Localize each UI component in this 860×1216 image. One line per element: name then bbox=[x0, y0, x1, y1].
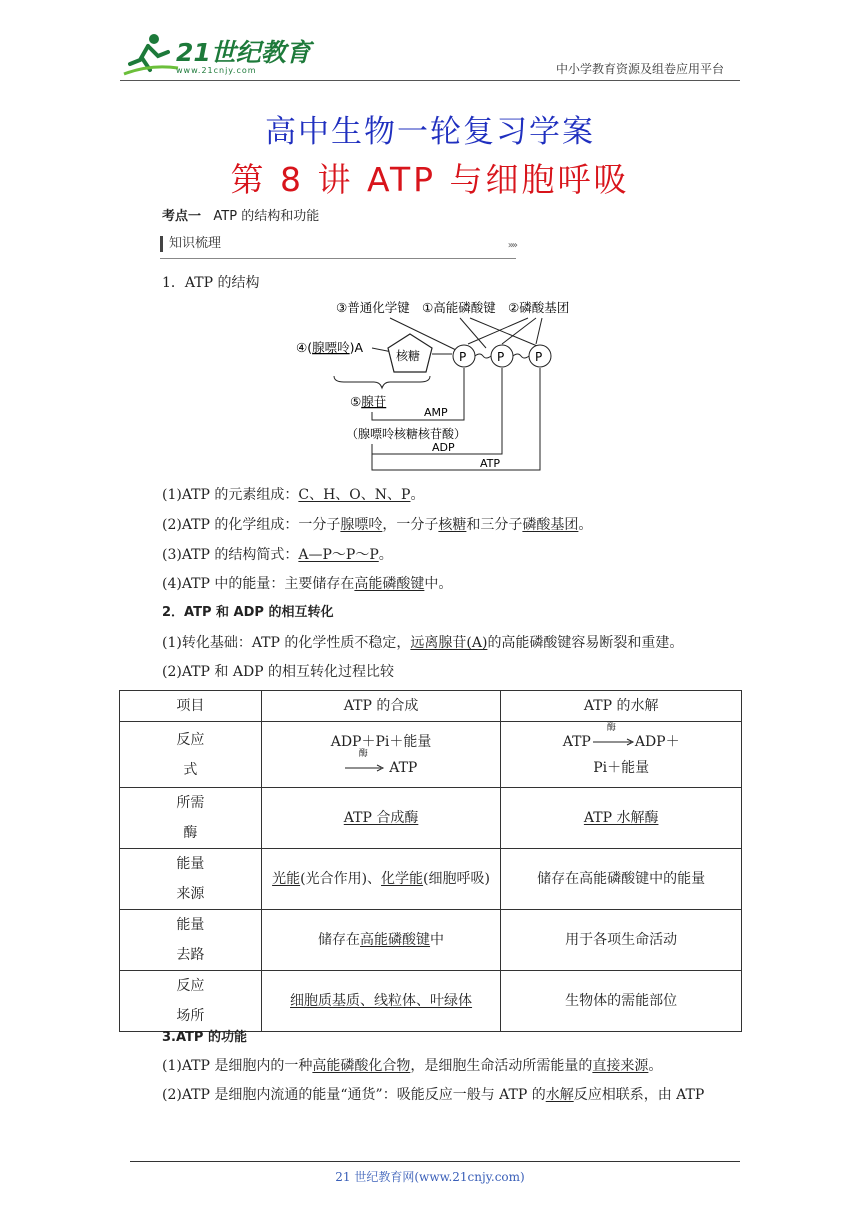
amp-note: （腺嘌呤核糖核苷酸） bbox=[346, 427, 467, 441]
header-item: 项目 bbox=[120, 691, 262, 722]
cell-synthesis-site: 细胞质基质、线粒体、叶绿体 bbox=[261, 971, 501, 1032]
item-function-1: (1)ATP 是细胞内的一种高能磷酸化合物，是细胞生命活动所需能量的直接来源。 bbox=[162, 1058, 663, 1074]
cell-synthesis-enzyme: ATP 合成酶 bbox=[261, 788, 501, 849]
footer-divider bbox=[130, 1161, 740, 1162]
heading-function: 3.ATP 的功能 bbox=[162, 1030, 247, 1045]
adenosine-brace bbox=[334, 376, 430, 388]
section-heading bbox=[162, 205, 319, 224]
table-row bbox=[120, 971, 742, 1032]
table-row bbox=[120, 849, 742, 910]
header-platform-name: 中小学教育资源及组卷应用平台 bbox=[555, 62, 724, 76]
label-ordinary-bond: ③普通化学键 bbox=[336, 300, 410, 315]
section-kaodian: 考点一 bbox=[162, 209, 202, 224]
cell-synthesis-energy-destination: 储存在高能磷酸键中 bbox=[261, 910, 501, 971]
phosphate-1-label: P bbox=[459, 350, 467, 364]
lesson-title: 第 8 讲 ATP 与细胞呼吸 bbox=[230, 160, 630, 199]
footer-link[interactable]: 21 世纪教育网(www.21cnjy.com) bbox=[335, 1170, 525, 1184]
knowledge-bar-label: 知识梳理 bbox=[160, 236, 221, 252]
enzyme-arrow-icon: 酶 bbox=[345, 761, 385, 775]
high-energy-bond-2 bbox=[513, 354, 529, 358]
cell-synthesis-reaction: ADP＋Pi＋能量 酶 ATP bbox=[261, 722, 501, 788]
row-label-enzyme: 所需 酶 bbox=[120, 788, 262, 849]
label-phosphate-group: ②磷酸基团 bbox=[508, 300, 570, 315]
comparison-table bbox=[119, 690, 742, 1032]
page-title: 高中生物一轮复习学案 bbox=[265, 114, 595, 150]
item-elements: (1)ATP 的元素组成：C、H、O、N、P。 bbox=[162, 487, 425, 503]
section-kaodian-title: ATP 的结构和功能 bbox=[213, 209, 320, 224]
cell-hydrolysis-reaction: ATP 酶 ADP＋ Pi＋能量 bbox=[501, 722, 742, 788]
phosphate-3-label: P bbox=[535, 350, 543, 364]
atp-structure-diagram bbox=[280, 296, 600, 476]
table-header-row bbox=[120, 691, 742, 722]
item-energy: (4)ATP 中的能量：主要储存在高能磷酸键中。 bbox=[162, 576, 453, 592]
item-function-2: (2)ATP 是细胞内流通的能量“通货”：吸能反应一般与 ATP 的水解反应相联系，由 ATP bbox=[162, 1087, 705, 1103]
heading-conversion: 2．ATP 和 ADP 的相互转化 bbox=[162, 605, 334, 620]
item-comparison-intro: (2)ATP 和 ADP 的相互转化过程比较 bbox=[162, 664, 395, 680]
row-label-energy-source: 能量 来源 bbox=[120, 849, 262, 910]
label-high-energy-bond: ①高能磷酸键 bbox=[422, 300, 496, 315]
adp-label: ADP bbox=[432, 441, 455, 454]
amp-label: AMP bbox=[424, 406, 448, 419]
header-hydrolysis: ATP 的水解 bbox=[501, 691, 742, 722]
cell-synthesis-energy-source: 光能(光合作用)、化学能(细胞呼吸) bbox=[261, 849, 501, 910]
phosphate-2-label: P bbox=[497, 350, 505, 364]
table-row bbox=[120, 722, 742, 788]
cell-hydrolysis-site: 生物体的需能部位 bbox=[501, 971, 742, 1032]
logo-url: www.21cnjy.com bbox=[176, 66, 257, 75]
table-row bbox=[120, 788, 742, 849]
item-formula: (3)ATP 的结构简式：A—P～P～P。 bbox=[162, 547, 393, 563]
diagram-heading: 1．ATP 的结构 bbox=[162, 275, 260, 291]
enzyme-arrow-icon: 酶 bbox=[591, 735, 635, 749]
row-label-reaction: 反应 式 bbox=[120, 722, 262, 788]
table-row bbox=[120, 910, 742, 971]
ribose-label: 核糖 bbox=[396, 349, 421, 363]
cell-hydrolysis-energy-source: 储存在高能磷酸键中的能量 bbox=[501, 849, 742, 910]
row-label-energy-destination: 能量 去路 bbox=[120, 910, 262, 971]
atp-label: ATP bbox=[480, 457, 501, 470]
header-divider bbox=[120, 80, 740, 81]
knowledge-bar bbox=[160, 236, 516, 259]
high-energy-bond-1 bbox=[475, 354, 491, 358]
logo-text: 21世纪教育 bbox=[176, 38, 311, 67]
label-adenosine: ⑤腺苷 bbox=[350, 394, 387, 409]
item-conversion-basis: (1)转化基础：ATP 的化学性质不稳定，远离腺苷(A)的高能磷酸键容易断裂和重建。 bbox=[162, 635, 684, 651]
chevrons-right-icon: »» bbox=[507, 240, 516, 251]
cell-hydrolysis-enzyme: ATP 水解酶 bbox=[501, 788, 742, 849]
row-label-reaction-site: 反应 场所 bbox=[120, 971, 262, 1032]
header-synthesis: ATP 的合成 bbox=[261, 691, 501, 722]
item-composition: (2)ATP 的化学组成：一分子腺嘌呤，一分子核糖和三分子磷酸基团。 bbox=[162, 517, 593, 533]
label-adenine: ④(腺嘌呤)A bbox=[296, 340, 364, 355]
cell-hydrolysis-energy-destination: 用于各项生命活动 bbox=[501, 910, 742, 971]
atp-bracket bbox=[372, 368, 540, 470]
runner-logo-icon bbox=[120, 30, 180, 78]
